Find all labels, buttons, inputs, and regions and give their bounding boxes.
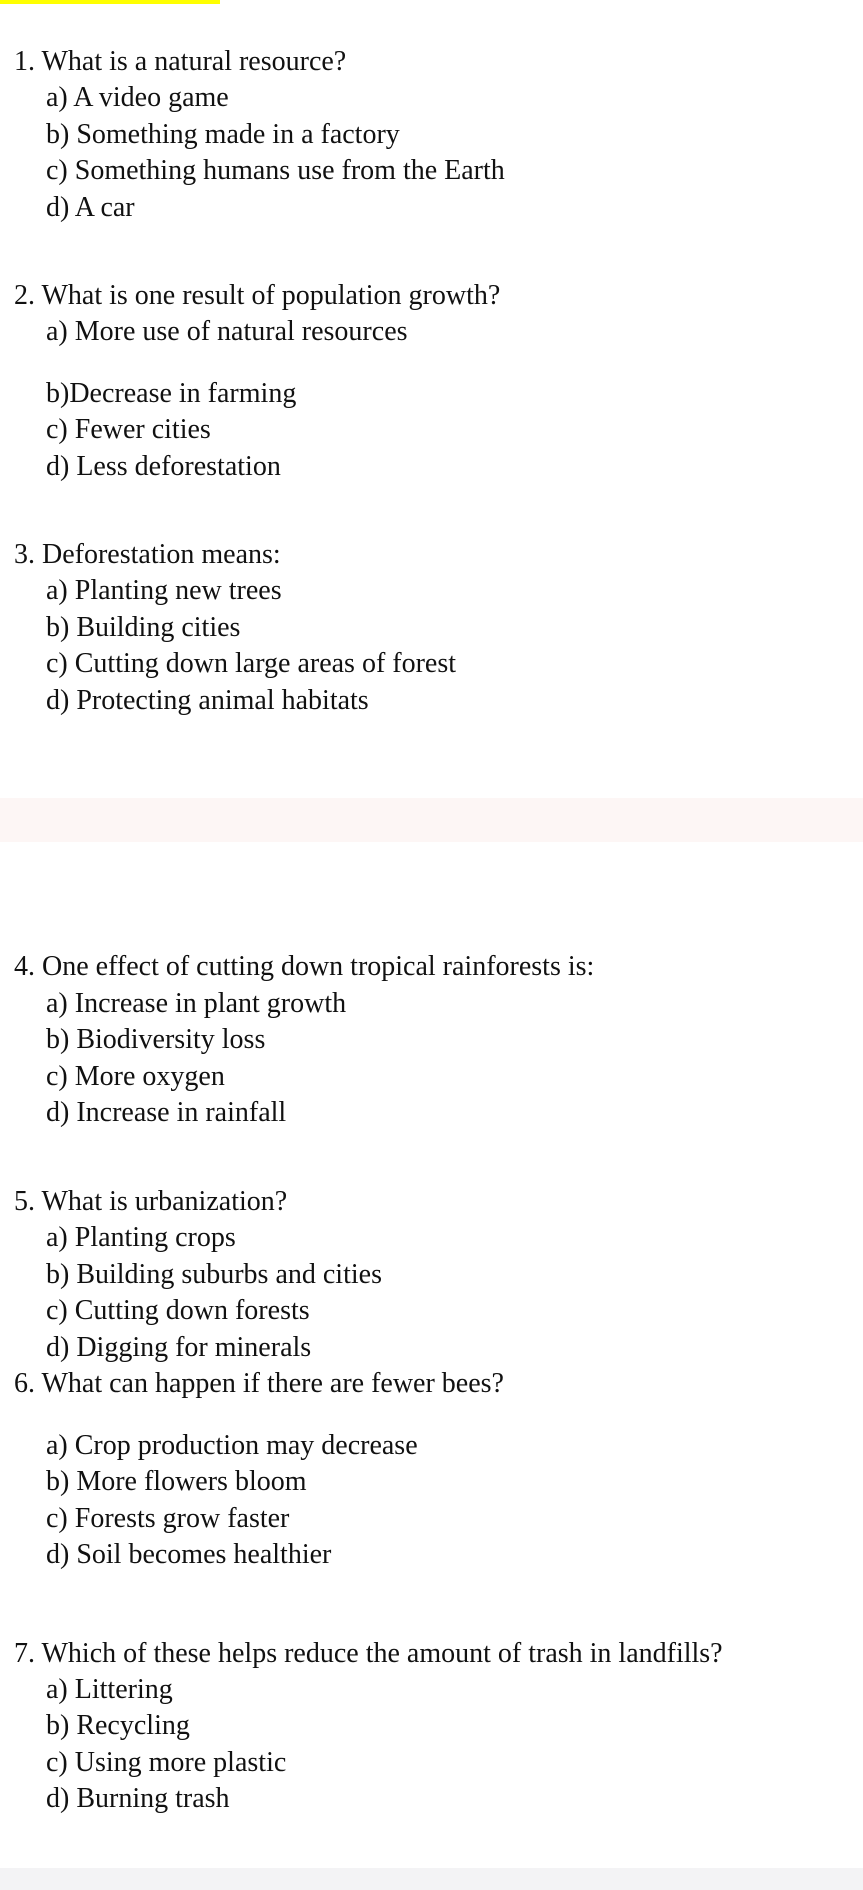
question-3-option-d: d) Protecting animal habitats [46, 685, 369, 716]
question-6-option-a: a) Crop production may decrease [46, 1430, 418, 1461]
question-3-text: 3. Deforestation means: [14, 539, 281, 570]
question-1-option-c: c) Something humans use from the Earth [46, 155, 505, 186]
question-4-option-b: b) Biodiversity loss [46, 1024, 266, 1055]
question-2-text: 2. What is one result of population growth? [14, 280, 501, 311]
page-bottom-edge [0, 1868, 863, 1890]
question-3-option-b: b) Building cities [46, 612, 241, 643]
question-6-option-c: c) Forests grow faster [46, 1503, 290, 1534]
question-1-option-b: b) Something made in a factory [46, 119, 400, 150]
title-highlight [0, 0, 220, 4]
question-4-option-a: a) Increase in plant growth [46, 988, 347, 1019]
question-2-option-b: b)Decrease in farming [46, 378, 297, 409]
question-3-option-a: a) Planting new trees [46, 575, 282, 606]
page-break [0, 798, 863, 842]
question-1-option-d: d) A car [46, 192, 135, 223]
question-5-text: 5. What is urbanization? [14, 1186, 288, 1217]
question-7-option-b: b) Recycling [46, 1710, 190, 1741]
question-2-option-a: a) More use of natural resources [46, 316, 408, 347]
question-6-option-d: d) Soil becomes healthier [46, 1539, 332, 1570]
question-1-option-a: a) A video game [46, 82, 229, 113]
question-2-option-c: c) Fewer cities [46, 414, 211, 445]
question-5-option-a: a) Planting crops [46, 1222, 236, 1253]
question-6-text: 6. What can happen if there are fewer bees? [14, 1368, 504, 1399]
question-5-option-d: d) Digging for minerals [46, 1332, 312, 1363]
question-6-option-b: b) More flowers bloom [46, 1466, 307, 1497]
question-4-text: 4. One effect of cutting down tropical rainforests is: [14, 951, 595, 982]
question-7-text: 7. Which of these helps reduce the amount of trash in landfills? [14, 1638, 723, 1669]
question-7-option-d: d) Burning trash [46, 1783, 230, 1814]
question-4-option-c: c) More oxygen [46, 1061, 225, 1092]
question-4-option-d: d) Increase in rainfall [46, 1097, 287, 1128]
question-7-option-c: c) Using more plastic [46, 1747, 287, 1778]
question-1-text: 1. What is a natural resource? [14, 46, 347, 77]
question-5-option-c: c) Cutting down forests [46, 1295, 310, 1326]
question-7-option-a: a) Littering [46, 1674, 173, 1705]
question-3-option-c: c) Cutting down large areas of forest [46, 648, 457, 679]
question-2-option-d: d) Less deforestation [46, 451, 281, 482]
question-5-option-b: b) Building suburbs and cities [46, 1259, 382, 1290]
